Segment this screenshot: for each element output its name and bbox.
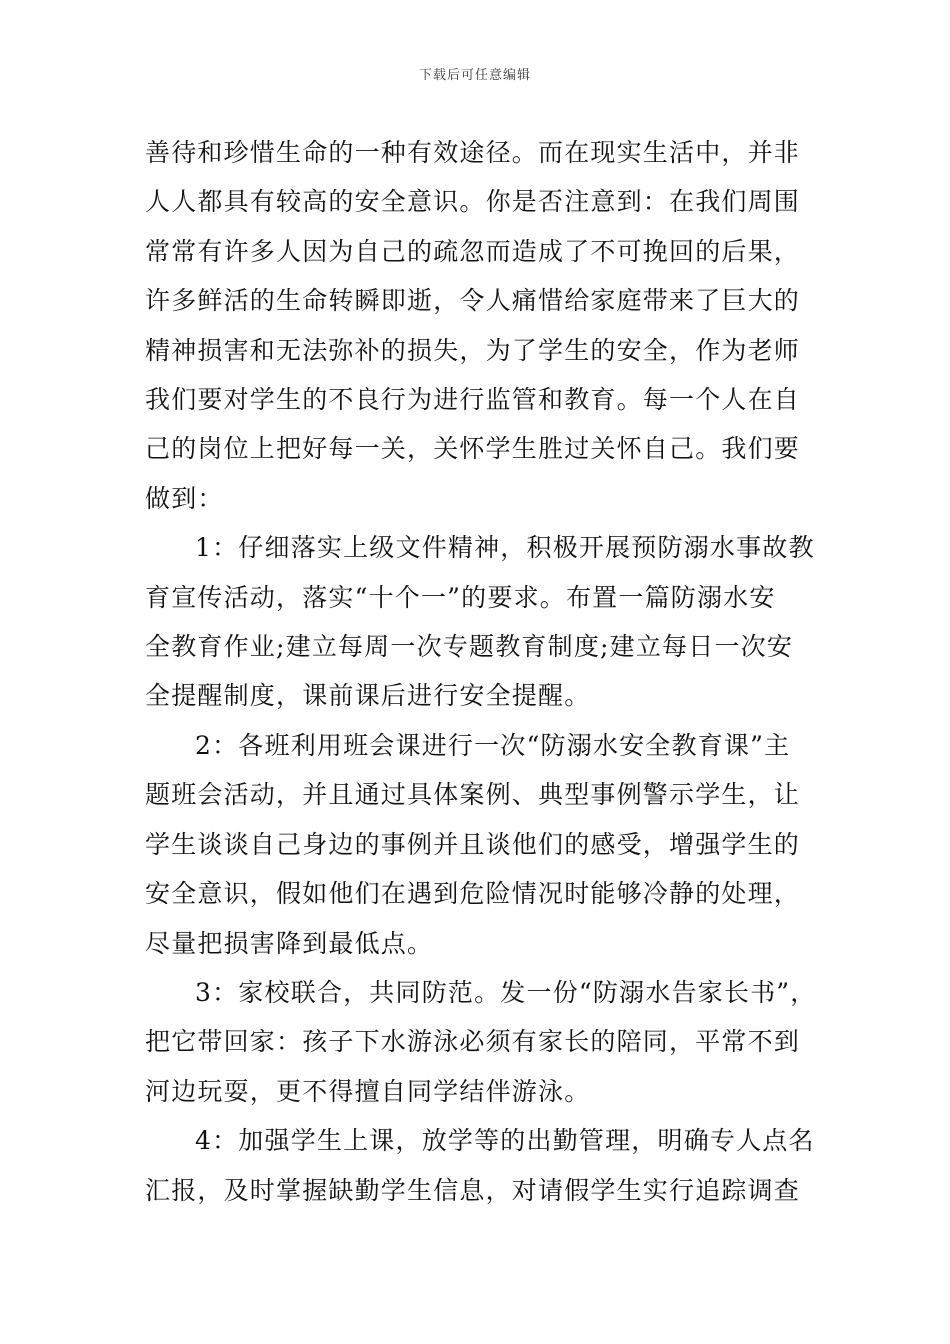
text-line: 1：仔细落实上级文件精神，积极开展预防溺水事故教: [195, 533, 815, 563]
paragraph-item-2: [145, 721, 815, 968]
document-body: [145, 128, 815, 1215]
text-line: 我们要对学生的不良行为进行监管和教育。每一个人在自: [145, 385, 801, 415]
text-line: 常常有许多人因为自己的疏忽而造成了不可挽回的后果，: [145, 236, 801, 266]
text-line: 3：家校联合，共同防范。发一份“防溺水告家长书”，: [195, 977, 817, 1007]
text-line: 题班会活动，并且通过具体案例、典型事例警示学生，让: [145, 780, 801, 810]
text-line: 精神损害和无法弥补的损失，为了学生的安全，作为老师: [145, 335, 801, 365]
text-line: 全提醒制度，课前课后进行安全提醒。: [145, 681, 591, 711]
text-line: 2：各班利用班会课进行一次“防溺水安全教育课”主: [195, 730, 791, 760]
text-line: 人人都具有较高的安全意识。你是否注意到：在我们周围: [145, 187, 801, 217]
text-line: 河边玩耍，更不得擅自同学结伴游泳。: [145, 1076, 591, 1106]
text-line: 善待和珍惜生命的一种有效途径。而在现实生活中，并非: [145, 138, 801, 167]
paragraph-intro: [145, 128, 815, 523]
text-line: 育宣传活动，落实“十个一”的要求。布置一篇防溺水安: [145, 582, 776, 612]
text-line: 做到：: [145, 483, 224, 513]
text-line: 汇报，及时掌握缺勤学生信息，对请假学生实行追踪调查: [145, 1175, 801, 1205]
text-line: 4：加强学生上课，放学等的出勤管理，明确专人点名: [195, 1126, 815, 1156]
text-line: 学生谈谈自己身边的事例并且谈他们的感受，增强学生的: [145, 829, 801, 859]
text-line: 安全意识，假如他们在遇到危险情况时能够冷静的处理，: [145, 879, 801, 909]
text-line: 把它带回家：孩子下水游泳必须有家长的陪同，平常不到: [145, 1027, 801, 1057]
paragraph-item-1: [145, 523, 815, 721]
text-line: 己的岗位上把好每一关，关怀学生胜过关怀自己。我们要: [145, 434, 801, 464]
text-line: 许多鲜活的生命转瞬即逝，令人痛惜给家庭带来了巨大的: [145, 286, 801, 316]
text-line: 尽量把损害降到最低点。: [145, 928, 434, 958]
page-header-note: 下载后可任意编辑: [418, 68, 531, 83]
paragraph-item-3: [145, 968, 815, 1116]
text-line: 全教育作业;建立每周一次专题教育制度;建立每日一次安: [145, 632, 794, 662]
paragraph-item-4: [145, 1116, 815, 1215]
